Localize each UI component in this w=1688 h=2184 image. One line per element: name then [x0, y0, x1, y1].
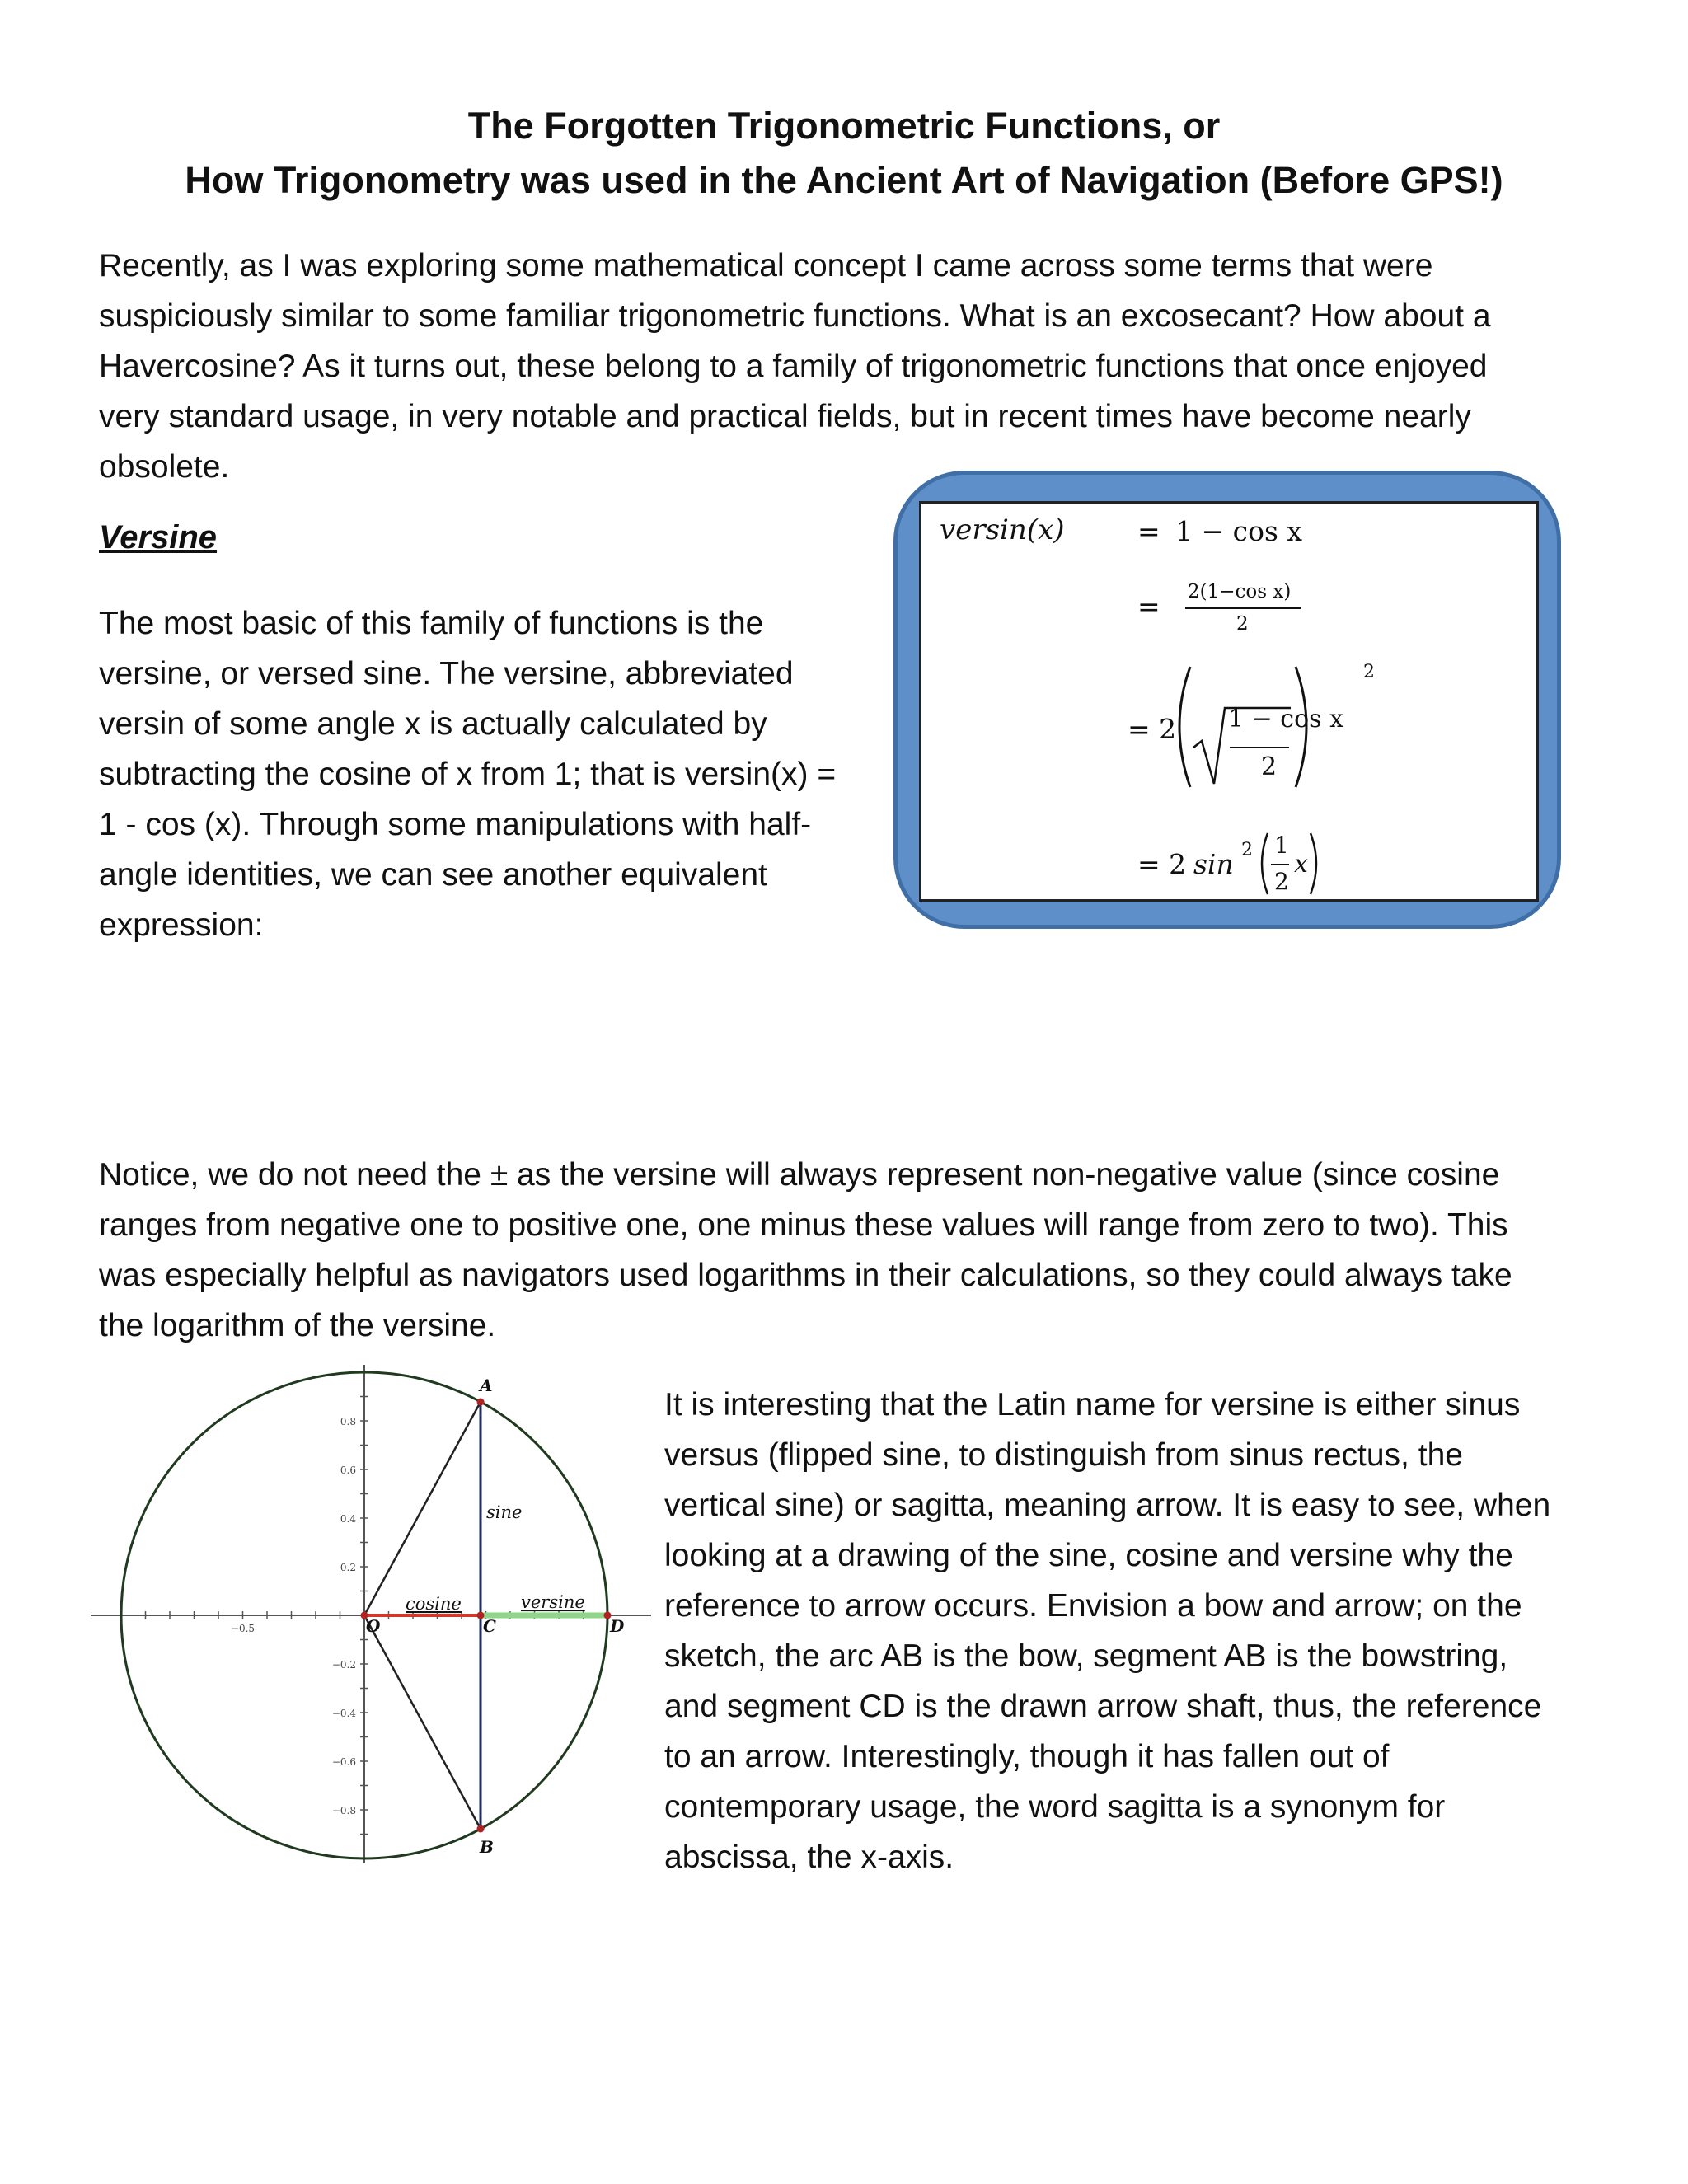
formula-sin: sin [1193, 848, 1234, 880]
label-cosine: cosine [406, 1594, 462, 1614]
fraction-bar [1185, 607, 1301, 609]
formula-equals: = [1137, 515, 1160, 547]
latin-line: reference to arrow occurs. Envision a bow and arrow; on the [664, 1588, 1522, 1624]
y-tick-label: −0.6 [331, 1756, 356, 1768]
latin-line: abscissa, the x-axis. [664, 1840, 954, 1875]
y-tick-label: 0.4 [340, 1513, 356, 1525]
latin-line: and segment CD is the drawn arrow shaft, thus, the reference [664, 1689, 1542, 1724]
formula-equals-two: = 2 [1128, 713, 1177, 745]
formula-half-numerator: 1 [1274, 832, 1289, 859]
notice-paragraph [99, 1150, 1512, 1351]
radius-ob [364, 1615, 481, 1829]
versine-line: versine, or versed sine. The versine, abbreviated [99, 656, 794, 691]
versine-line: versin of some angle x is actually calculated by [99, 706, 767, 742]
latin-line: contemporary usage, the word sagitta is a synonym for [664, 1789, 1446, 1825]
radius-oa [364, 1402, 481, 1615]
notice-line: Notice, we do not need the ± as the versine will always represent non-negative value (since cosine [99, 1157, 1500, 1193]
y-tick-label: −0.8 [331, 1805, 356, 1816]
intro-line: suspiciously similar to some familiar trigonometric functions. What is an excosecant? How about a [99, 298, 1491, 334]
formula-x: x [1294, 850, 1308, 879]
notice-line: was especially helpful as navigators used logarithms in their calculations, so they could always take [99, 1258, 1512, 1293]
formula-fraction-numerator: 2(1−cos x) [1188, 581, 1292, 602]
notice-line: the logarithm of the versine. [99, 1308, 496, 1343]
latin-line: to an arrow. Interestingly, though it has fallen out of [664, 1739, 1390, 1774]
intro-line: Recently, as I was exploring some mathematical concept I came across some terms that were [99, 248, 1433, 284]
y-tick-label: 0.8 [340, 1416, 356, 1427]
formula-fraction-denominator: 2 [1236, 613, 1249, 635]
intro-paragraph [99, 241, 1491, 492]
unit-circle-figure [91, 1358, 651, 1869]
formula-panel [919, 501, 1539, 902]
versine-heading: Versine [99, 519, 218, 555]
intro-line: obsolete. [99, 449, 230, 485]
formula-box [893, 471, 1561, 929]
versine-line: expression: [99, 907, 264, 943]
latin-paragraph [664, 1380, 1550, 1882]
versine-line: subtracting the cosine of x from 1; that is versin(x) = [99, 757, 837, 792]
label-sine: sine [486, 1502, 523, 1522]
point-b [477, 1825, 485, 1833]
intro-line: Havercosine? As it turns out, these belong to a family of trigonometric functions that once enjoyed [99, 349, 1488, 384]
y-tick-label: 0.2 [340, 1562, 356, 1573]
latin-line: It is interesting that the Latin name for versine is either sinus [664, 1387, 1521, 1422]
versine-line: angle identities, we can see another equivalent [99, 857, 767, 893]
label-b: B [480, 1837, 494, 1857]
formula-equals: = [1137, 590, 1160, 622]
document-title [0, 99, 1688, 208]
y-tick-label: 0.6 [340, 1465, 356, 1476]
formula-lhs: versin(x) [940, 513, 1065, 546]
formula-sin-exponent: 2 [1241, 840, 1253, 860]
label-o: O [366, 1616, 381, 1636]
title-line-2: How Trigonometry was used in the Ancient Art of Navigation (Before GPS!) [185, 159, 1503, 201]
latin-line: sketch, the arc AB is the bow, segment AB is the bowstring, [664, 1638, 1508, 1674]
point-a [477, 1399, 485, 1406]
formula-line4-prefix: = 2 [1137, 848, 1187, 880]
versine-line: The most basic of this family of functions is the [99, 606, 764, 641]
formula-rhs-1: 1 − cos x [1175, 515, 1303, 547]
latin-line: vertical sine) or sagitta, meaning arrow. It is easy to see, when [664, 1488, 1551, 1523]
latin-line: versus (flipped sine, to distinguish from sinus rectus, the [664, 1437, 1463, 1473]
label-c: C [483, 1616, 496, 1636]
y-tick-label: −0.2 [331, 1659, 356, 1671]
x-tick-label: −0.5 [230, 1623, 256, 1634]
half-angle-parentheses [1256, 828, 1322, 899]
formula-half-denominator: 2 [1274, 868, 1289, 895]
versine-paragraph [99, 598, 836, 950]
title-line-1: The Forgotten Trigonometric Functions, or [467, 105, 1221, 147]
formula-exponent: 2 [1363, 662, 1375, 682]
latin-line: looking at a drawing of the sine, cosine and versine why the [664, 1538, 1513, 1573]
label-a: A [480, 1376, 493, 1395]
formula-radicand-denominator: 2 [1261, 752, 1278, 781]
formula-radicand-numerator: 1 − cos x [1228, 705, 1344, 733]
y-tick-label: −0.4 [331, 1708, 356, 1719]
label-d: D [610, 1616, 625, 1636]
notice-line: ranges from negative one to positive one, one minus these values will range from zero to two). This [99, 1207, 1508, 1243]
unit-circle-diagram [91, 1358, 651, 1869]
versine-line: 1 - cos (x). Through some manipulations with half- [99, 807, 812, 842]
label-versine: versine [521, 1592, 585, 1612]
intro-line: very standard usage, in very notable and practical fields, but in recent times have become nearly [99, 399, 1471, 434]
